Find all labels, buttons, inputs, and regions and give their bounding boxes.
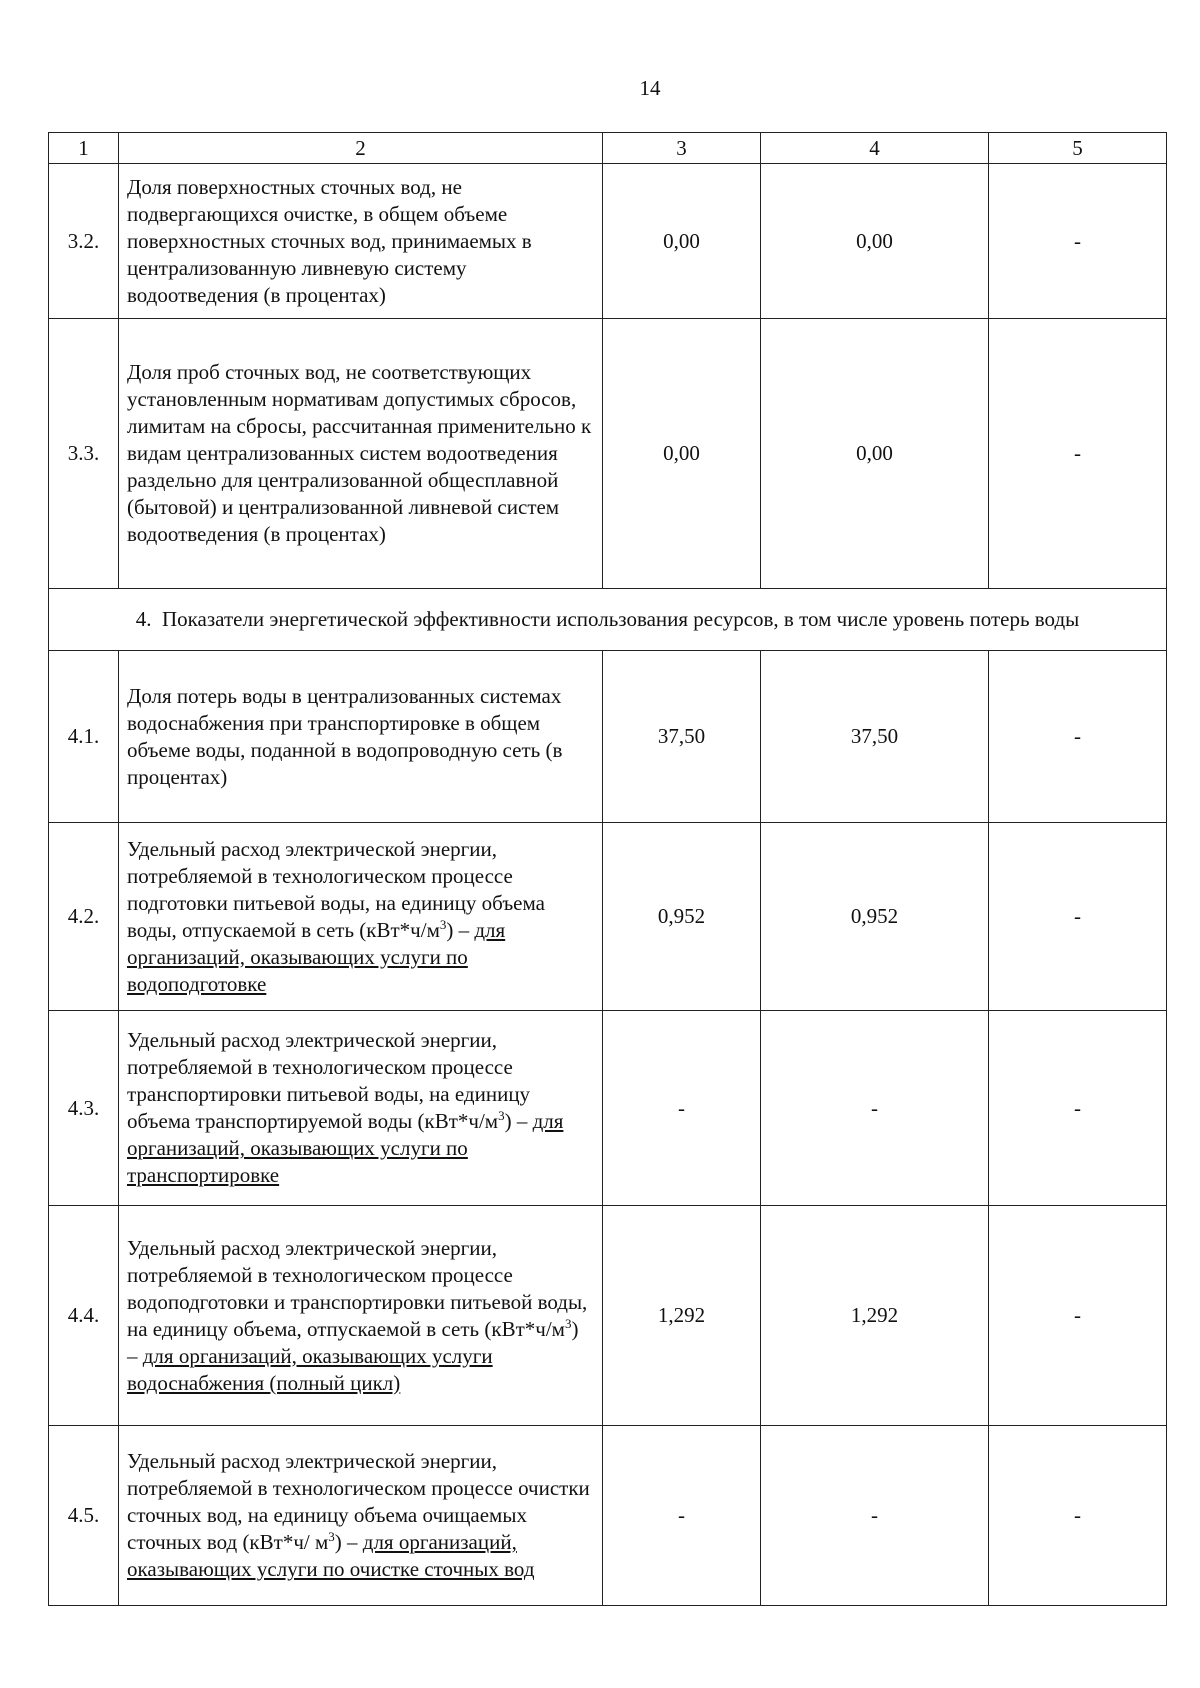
table-row <box>49 1426 1167 1606</box>
row-value-col3: 0,952 <box>603 823 761 1011</box>
row-description: Доля потерь воды в централизованных системах водоснабжения при транспортировке в общем объеме воды, поданной в водопроводную сеть (в процентах) <box>119 651 603 823</box>
row-value-col4: 0,00 <box>761 164 989 319</box>
row-description-underlined: для организаций, оказывающих услуги по очистке сточных вод <box>127 1530 535 1581</box>
row-number: 4.4. <box>49 1206 119 1426</box>
row-number: 3.2. <box>49 164 119 319</box>
row-value-col4: 0,952 <box>761 823 989 1011</box>
table-row <box>49 823 1167 1011</box>
superscript: 3 <box>328 1529 335 1544</box>
row-value-col4: - <box>761 1011 989 1206</box>
row-number: 3.3. <box>49 319 119 589</box>
row-description-dash: ) – <box>127 1316 579 1368</box>
header-col-2: 2 <box>119 133 603 164</box>
row-description <box>119 1426 603 1606</box>
table-row <box>49 164 1167 319</box>
row-value-col3: - <box>603 1011 761 1206</box>
section-header-row <box>49 589 1167 651</box>
row-value-col3: 0,00 <box>603 319 761 589</box>
row-value-col3: 0,00 <box>603 164 761 319</box>
superscript: 3 <box>439 916 447 932</box>
row-description-dash: ) – <box>504 1109 533 1133</box>
row-value-col5: - <box>989 319 1167 589</box>
indicators-table <box>48 132 1167 1606</box>
row-description <box>119 1206 603 1426</box>
row-number: 4.5. <box>49 1426 119 1606</box>
row-value-col5: - <box>989 164 1167 319</box>
row-value-col5: - <box>989 651 1167 823</box>
table-row <box>49 1206 1167 1426</box>
table-header-row <box>49 133 1167 164</box>
row-value-col3: - <box>603 1426 761 1606</box>
row-number: 4.1. <box>49 651 119 823</box>
row-value-col4: 0,00 <box>761 319 989 589</box>
row-number: 4.3. <box>49 1011 119 1206</box>
row-description <box>119 823 603 1011</box>
row-description <box>119 1011 603 1206</box>
row-description-underlined: для организаций, оказывающих услуги по транспортировке <box>127 1109 564 1187</box>
section-header <box>49 589 1167 651</box>
row-value-col3: 1,292 <box>603 1206 761 1426</box>
row-description-text: Удельный расход электрической энергии, потребляемой в технологическом процессе водоподготовки и транспортировки питьевой воды, на единицу объема, отпускаемой в сеть (кВт*ч/м <box>127 1235 588 1341</box>
header-col-1: 1 <box>49 133 119 164</box>
row-value-col4: 1,292 <box>761 1206 989 1426</box>
row-description-text: Удельный расход электрической энергии, потребляемой в технологическом процессе подготовки питьевой воды, на единицу объема воды, отпускаемой в сеть (кВт*ч/м <box>127 836 545 942</box>
row-description-text: Удельный расход электрической энергии, потребляемой в технологическом процессе транспортировки питьевой воды, на единицу объема транспортируемой воды (кВт*ч/м <box>127 1028 531 1133</box>
section-number: 4. <box>135 607 152 631</box>
row-value-col3: 37,50 <box>603 651 761 823</box>
header-col-4: 4 <box>761 133 989 164</box>
row-value-col5: - <box>989 1206 1167 1426</box>
section-title: Показатели энергетической эффективности использования ресурсов, в том числе уровень потерь воды <box>162 607 1080 631</box>
superscript: 3 <box>564 1315 572 1331</box>
row-description-dash: ) – <box>446 917 475 942</box>
row-value-col5: - <box>989 1011 1167 1206</box>
row-description-dash: ) – <box>334 1530 363 1554</box>
header-col-5: 5 <box>989 133 1167 164</box>
page-number: 14 <box>639 76 661 100</box>
row-number: 4.2. <box>49 823 119 1011</box>
row-description-underlined: для организаций, оказывающих услуги по водоподготовке <box>127 917 506 996</box>
row-description: Доля поверхностных сточных вод, не подвергающихся очистке, в общем объеме поверхностных сточных вод, принимаемых в централизованную ливневую систему водоотведения (в процентах) <box>119 164 603 319</box>
table-row <box>49 1011 1167 1206</box>
row-description: Доля проб сточных вод, не соответствующих установленным нормативам допустимых сбросов, лимитам на сбросы, рассчитанная применительно к видам централизованных систем водоотведения раздельно для централизованной общесплавной (бытовой) и централизованной ливневой систем водоотведения (в процентах) <box>119 319 603 589</box>
row-description-underlined: для организаций, оказывающих услуги водоснабжения (полный цикл) <box>127 1343 493 1395</box>
table-row <box>49 319 1167 589</box>
row-description-text: Удельный расход электрической энергии, потребляемой в технологическом процессе очистки сточных вод, на единицу объема очищаемых сточных вод (кВт*ч/ м <box>127 1449 590 1554</box>
row-value-col4: 37,50 <box>761 651 989 823</box>
row-value-col4: - <box>761 1426 989 1606</box>
table-row <box>49 651 1167 823</box>
row-value-col5: - <box>989 1426 1167 1606</box>
superscript: 3 <box>498 1108 505 1123</box>
row-value-col5: - <box>989 823 1167 1011</box>
header-col-3: 3 <box>603 133 761 164</box>
